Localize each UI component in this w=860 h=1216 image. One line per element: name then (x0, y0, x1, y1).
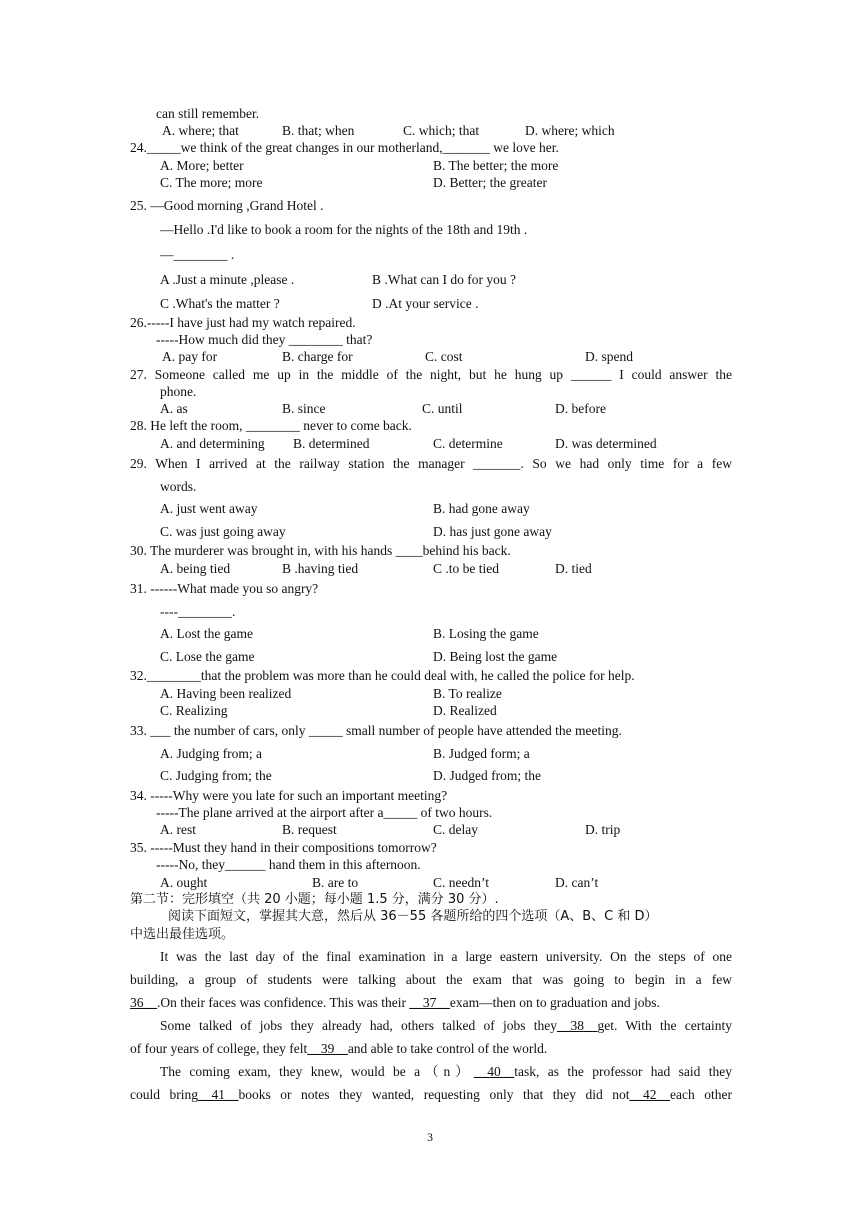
question-31-line2: ----________. (160, 604, 236, 619)
q28-option-b: B. determined (293, 436, 370, 451)
blank-41: __41__ (198, 1087, 239, 1102)
q24-option-b: B. The better; the more (433, 158, 559, 173)
q31-option-d: D. Being lost the game (433, 649, 558, 664)
question-27-line1: 27. Someone called me up in the middle of the night, but he hung up ______ I could answer the (130, 367, 732, 382)
question-25-line1: 25. —Good morning ,Grand Hotel . (130, 198, 324, 213)
section-instruction-line1: 阅读下面短文，掌握其大意，然后从 36－55 各题所给的四个选项（A、B、C 和 D） (168, 909, 658, 924)
question-29-line2: words. (160, 479, 197, 494)
q32-option-a: A. Having been realized (160, 686, 292, 701)
q35-option-b: B. are to (312, 875, 359, 890)
question-35-line2: -----No, they______ hand them in this afternoon. (156, 857, 421, 872)
q34-option-c: C. delay (433, 822, 478, 837)
passage-p2-line1: Some talked of jobs they already had, others talked of jobs they__38__get. With the certainty (160, 1018, 732, 1033)
q29-option-b: B. had gone away (433, 501, 530, 516)
q32-option-d: D. Realized (433, 703, 497, 718)
q35-option-a: A. ought (160, 875, 208, 890)
q30-option-d: D. tied (555, 561, 592, 576)
passage-p3-line1: The coming exam, they knew, would be a（n）__40__task, as the professor had said they (160, 1064, 732, 1079)
q33-option-d: D. Judged from; the (433, 768, 541, 783)
q26-option-d: D. spend (585, 349, 633, 364)
question-31-line1: 31. ------What made you so angry? (130, 581, 319, 596)
question-34-line1: 34. -----Why were you late for such an important meeting? (130, 788, 448, 803)
passage-p3-line2: could bring__41__books or notes they wanted, requesting only that they did not__42__each other (130, 1087, 732, 1102)
q26-option-b: B. charge for (282, 349, 353, 364)
blank-42: __42__ (629, 1087, 671, 1102)
q30-option-c: C .to be tied (433, 561, 499, 576)
q28-option-c: C. determine (433, 436, 503, 451)
q33-option-b: B. Judged form; a (433, 746, 530, 761)
q35-option-c: C. needn’t (433, 875, 489, 890)
question-34-line2: -----The plane arrived at the airport after a_____ of two hours. (156, 805, 493, 820)
question-26-line1: 26.-----I have just had my watch repaired. (130, 315, 356, 330)
q24-option-a: A. More; better (160, 158, 244, 173)
passage-p1-line3: 36__.On their faces was confidence. This was their __37__exam—then on to graduation and jobs. (130, 995, 660, 1010)
page-number: 3 (427, 1130, 433, 1144)
q24-option-d: D. Better; the greater (433, 175, 547, 190)
q29-option-a: A. just went away (160, 501, 258, 516)
q32-option-b: B. To realize (433, 686, 502, 701)
q34-option-b: B. request (282, 822, 337, 837)
q30-option-b: B .having tied (282, 561, 359, 576)
q31-option-a: A. Lost the game (160, 626, 253, 641)
q29-option-c: C. was just going away (160, 524, 286, 539)
question-29-line1: 29. When I arrived at the railway station the manager _______. So we had only time for a few (130, 456, 732, 471)
question-26-line2: -----How much did they ________ that? (156, 332, 373, 347)
q35-option-d: D. can’t (555, 875, 599, 890)
q27-option-a: A. as (160, 401, 188, 416)
q27-option-c: C. until (422, 401, 463, 416)
question-24-stem: 24._____we think of the great changes in our motherland,_______ we love her. (130, 140, 559, 155)
q24-option-c: C. The more; more (160, 175, 263, 190)
q26-option-c: C. cost (425, 349, 463, 364)
option-c: C. which; that (403, 123, 480, 138)
q25-option-b: B .What can I do for you ? (372, 272, 516, 287)
q31-option-b: B. Losing the game (433, 626, 539, 641)
q33-option-c: C. Judging from; the (160, 768, 272, 783)
q33-option-a: A. Judging from; a (160, 746, 262, 761)
option-d: D. where; which (525, 123, 615, 138)
question-32-stem: 32.________that the problem was more than he could deal with, he called the police for help. (130, 668, 635, 683)
q25-option-d: D .At your service . (372, 296, 479, 311)
passage-p2-line2: of four years of college, they felt__39__and able to take control of the world. (130, 1041, 548, 1056)
q25-option-a: A .Just a minute ,please . (160, 272, 295, 287)
q34-option-a: A. rest (160, 822, 196, 837)
question-25-line3: —________ . (160, 247, 235, 262)
q34-option-d: D. trip (585, 822, 621, 837)
q27-option-b: B. since (282, 401, 326, 416)
q26-option-a: A. pay for (162, 349, 218, 364)
question-25-line2: —Hello .I'd like to book a room for the nights of the 18th and 19th . (160, 222, 528, 237)
q25-option-c: C .What's the matter ? (160, 296, 280, 311)
passage-p1-line1: It was the last day of the final examination in a large eastern university. On the steps of one (160, 949, 732, 964)
q28-option-d: D. was determined (555, 436, 657, 451)
option-b: B. that; when (282, 123, 355, 138)
question-28-stem: 28. He left the room, ________ never to come back. (130, 418, 412, 433)
passage-p1-line2: building, a group of students were talking about the exam that was going to begin in a few (130, 972, 732, 987)
continuation-text: can still remember. (156, 106, 260, 121)
q30-option-a: A. being tied (160, 561, 231, 576)
q28-option-a: A. and determining (160, 436, 265, 451)
question-30-stem: 30. The murderer was brought in, with his hands ____behind his back. (130, 543, 511, 558)
question-35-line1: 35. -----Must they hand in their compositions tomorrow? (130, 840, 437, 855)
question-27-line2: phone. (160, 384, 197, 399)
option-a: A. where; that (162, 123, 239, 138)
q27-option-d: D. before (555, 401, 606, 416)
section-instruction-line2: 中选出最佳选项。 (130, 927, 235, 942)
blank-36: 36__ (130, 995, 157, 1010)
blank-38: __38__ (556, 1018, 598, 1033)
q32-option-c: C. Realizing (160, 703, 228, 718)
question-33-stem: 33. ___ the number of cars, only _____ small number of people have attended the meeting. (130, 723, 622, 738)
blank-37: __37__ (409, 995, 450, 1010)
section-heading: 第二节：完形填空（共 20 小题；每小题 1.5 分，满分 30 分）. (130, 892, 499, 907)
blank-40: __40__ (473, 1064, 515, 1079)
blank-39: __39__ (307, 1041, 348, 1056)
q31-option-c: C. Lose the game (160, 649, 255, 664)
q29-option-d: D. has just gone away (433, 524, 552, 539)
